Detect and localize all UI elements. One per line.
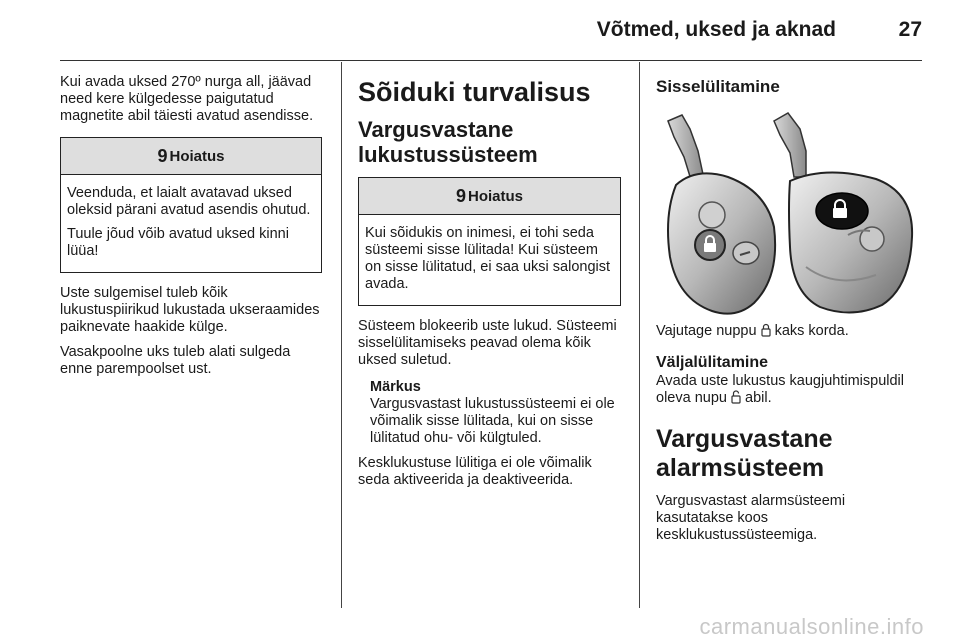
remote-key-figure <box>656 107 918 317</box>
warning-title: Hoiatus <box>468 188 524 205</box>
unlock-icon <box>731 390 741 404</box>
section-title-anti-theft-alarm: Vargusvastane alarmsüsteem <box>656 425 833 482</box>
warning-header <box>61 138 321 175</box>
column-1 <box>60 74 322 386</box>
warning-text-1: Kui sõidukis on inimesi, ei tohi seda süsteemi sisse lülitada! Kui süsteem on sisse lülitatud, ei saa uksi salongist avada. <box>365 225 611 292</box>
column-2 <box>358 74 621 497</box>
heading-deactivation: Väljalülitamine <box>656 354 769 371</box>
warning-text-2: Tuule jõud võib avatud uksed kinni lüüa! <box>67 226 289 259</box>
warning-body <box>61 175 321 272</box>
warning-text-1: Veenduda, et laialt avatavad uksed oleksid pärani avatud asendis ohutud. <box>67 185 311 218</box>
lock-icon <box>761 323 771 337</box>
column-divider-2 <box>639 62 640 608</box>
header-title: Võtmed, uksed ja aknad <box>596 18 836 41</box>
subsection-title-deadlocking: Vargusvastane lukustussüsteem <box>358 117 538 167</box>
note-title: Märkus <box>370 379 421 395</box>
header-rule <box>60 60 922 61</box>
text-deactivation: Avada uste lukustus kaugjuhtimispuldil oleva nupu abil. <box>656 373 904 406</box>
column-divider-1 <box>341 62 342 608</box>
paragraph-left-door: Vasakpoolne uks tuleb alati sulgeda enne parempoolset ust. <box>60 344 291 377</box>
paragraph-system-blocks: Süsteem blokeerib uste lukud. Süsteemi sisselülitamiseks peavad olema kõik uksed suletud. <box>358 318 617 368</box>
text-press-lock-twice: Vajutage nuppu kaks korda. <box>656 323 849 339</box>
paragraph-central-locking: Kesklukustuse lülitiga ei ole võimalik seda aktiveerida ja deaktiveerida. <box>358 455 592 488</box>
paragraph-locking-hooks: Uste sulgemisel tuleb kõik lukustuspiirikud lukustada ukseraamides paiknevate haakide külge. <box>60 285 320 335</box>
warning-triangle-icon: 9 <box>455 186 466 206</box>
heading-activation: Sisselülitamine <box>656 77 780 96</box>
watermark: carmanualsonline.info <box>699 614 924 639</box>
warning-triangle-icon: 9 <box>157 146 168 166</box>
intro-paragraph: Kui avada uksed 270º nurga all, jäävad need kere külgedesse paigutatud magnetite abil täiesti avatud asendisse. <box>60 74 314 124</box>
column-3 <box>656 74 921 552</box>
note-block <box>370 379 621 447</box>
warning-body <box>359 215 620 305</box>
warning-header <box>359 178 620 215</box>
warning-box <box>358 177 621 306</box>
warning-box <box>60 137 322 273</box>
text-alarm-system: Vargusvastast alarmsüsteemi kasutatakse koos kesklukustussüsteemiga. <box>656 493 846 543</box>
section-title-vehicle-security: Sõiduki turvalisus <box>358 77 591 107</box>
warning-title: Hoiatus <box>169 148 225 165</box>
page-number: 27 <box>898 18 922 41</box>
note-text: Vargusvastast lukustussüsteemi ei ole võimalik sisse lülitada, kui on sisse lülitatud ohu- või külgtuled. <box>370 396 615 446</box>
